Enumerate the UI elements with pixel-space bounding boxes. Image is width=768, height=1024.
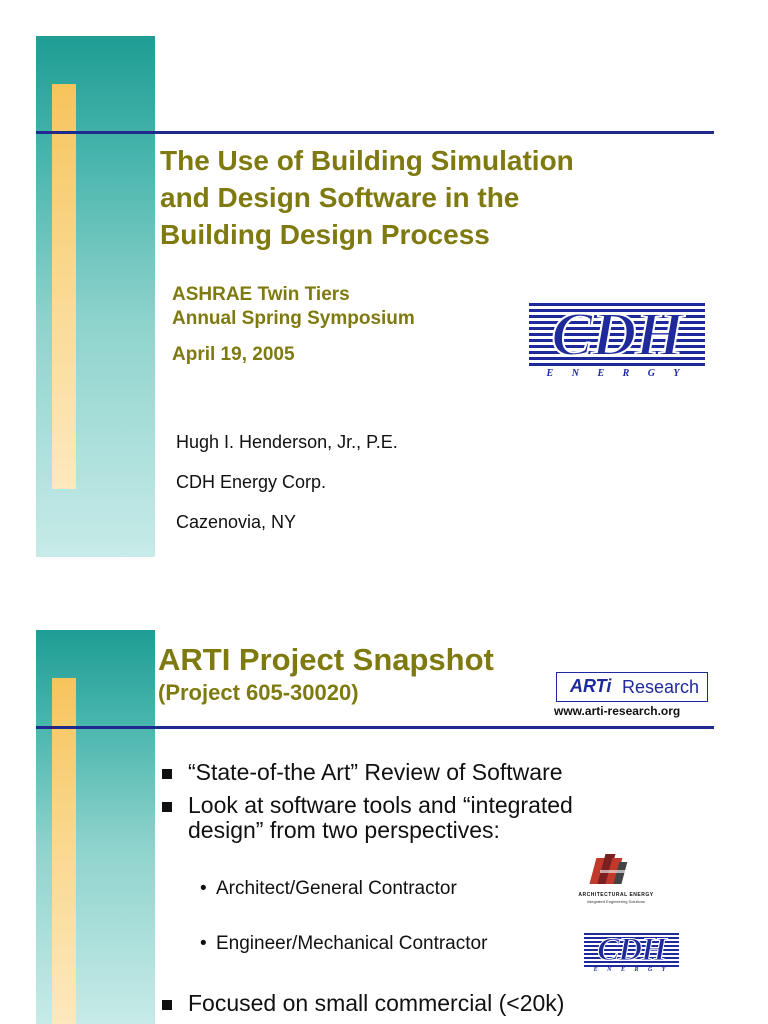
sub-bullet-text: Architect/General Contractor [216,878,457,899]
bullet-square-icon [162,1000,172,1010]
bullet-square-icon [162,769,172,779]
architectural-energy-logo [578,848,654,908]
author-name: Hugh I. Henderson, Jr., P.E. [176,432,398,452]
event-name [172,283,415,331]
slide-subtitle: (Project 605-30020) [158,680,359,705]
arch-logo-tagline: Integrated Engineering Solutions [586,899,646,904]
gold-accent-bar [52,84,76,489]
title-line: The Use of Building Simulation [160,145,574,176]
cdh-energy-logo [529,303,705,381]
event-line: ASHRAE Twin Tiers [172,284,350,305]
author-location: Cazenovia, NY [176,512,297,532]
bullet-square-icon [162,802,172,812]
sub-bullet-text: Engineer/Mechanical Contractor [216,933,488,954]
arti-url: www.arti-research.org [554,704,681,718]
title-line: Building Design Process [160,219,490,250]
logo-text: CDH [597,932,666,968]
bullet-text: Look at software tools and “integrated design” from two perspectives: [188,792,573,843]
author-company: CDH Energy Corp. [176,472,327,492]
event-line: Annual Spring Symposium [172,308,415,329]
logo-text: CDH [551,301,683,369]
arti-word: Research [622,677,700,697]
title-rule [36,726,714,729]
arti-brand: ARTi [570,676,612,696]
cdh-energy-logo-small [584,933,679,975]
arch-logo-name: ARCHITECTURAL ENERGY [578,892,654,898]
slide-title: ARTI Project Snapshot [158,642,494,677]
dot-icon: • [200,933,207,954]
arti-research-logo [556,672,716,722]
logo-subtext: E N E R G Y [546,368,688,379]
gold-accent-bar [52,678,76,1024]
dot-icon: • [200,878,207,899]
bullet-text: Focused on small commercial (<20k) [188,990,565,1016]
slide-title [160,142,700,253]
bullet-text: “State-of-the Art” Review of Software [188,759,563,785]
event-date: April 19, 2005 [172,344,295,365]
title-rule [36,131,714,134]
title-line: and Design Software in the [160,182,520,213]
logo-subtext: E N E R G Y [593,967,670,973]
